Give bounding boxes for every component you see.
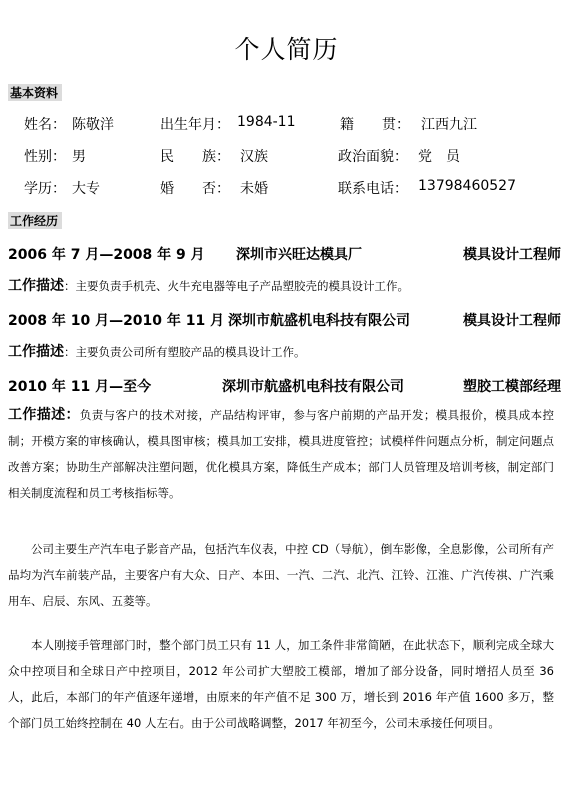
- political-label: 政治面貌：: [338, 149, 408, 165]
- education-label: 学历：: [24, 181, 66, 197]
- name-value: 陈敬洋: [72, 117, 114, 133]
- job-description-label: 工作描述: [8, 344, 64, 360]
- job-header-2: [8, 310, 561, 330]
- phone-value: 13798460527: [418, 178, 516, 194]
- paragraph-achievements: 本人刚接手管理部门时，整个部门员工只有 11 人，加工条件非常简陋，在此状态下，顺利完成全球大众中控项目和全球日产中控项目，2012 年公司扩大塑胶工模部，增加了部分设备，同时增招人员至 36 人，此后，本部门的年产值逐年递增，由原来的年产值不足 300 万，增长到 2016 年产值 1600 多万，整个部门员工始终控制在 40 人左右。由于公司战略调整，2017 年初至今，公司未承接任何项目。: [8, 638, 554, 730]
- info-row-3: [0, 178, 573, 198]
- birth-value: 1984-11: [237, 114, 296, 130]
- job-description-3: [8, 402, 554, 506]
- job-role: 塑胶工模部经理: [463, 379, 561, 395]
- job-description-text: ：主要负责公司所有塑胶产品的模具设计工作。: [64, 345, 306, 359]
- job-period: 2010 年 11 月—至今: [8, 379, 152, 395]
- job-description-text: 负责与客户的技术对接，产品结构评审，参与客户前期的产品开发；模具报价，模具成本控制；开模方案的审核确认，模具图审核；模具加工安排，模具进度管控；试模样件问题点分析，制定问题点改善方案；协助生产部解决注塑问题，优化模具方案，降低生产成本；部门人员管理及培训考核，制定部门相关制度流程和员工考核指标等。: [8, 408, 555, 500]
- info-row-2: [0, 146, 573, 166]
- job-description-2: [8, 344, 554, 360]
- ethnic-label: 民 族：: [160, 149, 230, 165]
- job-description-1: [8, 278, 554, 294]
- name-label: 姓名：: [24, 117, 66, 133]
- ethnic-value: 汉族: [240, 149, 268, 165]
- education-value: 大专: [72, 181, 100, 197]
- job-description-text: ：主要负责手机壳、火牛充电器等电子产品塑胶壳的模具设计工作。: [64, 279, 409, 293]
- gender-label: 性别：: [24, 149, 66, 165]
- job-description-label: 工作描述: [8, 278, 64, 294]
- job-header-3: [8, 376, 561, 396]
- marital-label: 婚 否：: [160, 181, 230, 197]
- job-role: 模具设计工程师: [463, 247, 561, 263]
- job-role: 模具设计工程师: [463, 313, 561, 329]
- job-period: 2008 年 10 月—2010 年 11 月: [8, 313, 225, 329]
- section-heading-basic: 基本资料: [8, 84, 62, 101]
- page-title: 个人简历: [234, 35, 339, 64]
- job-description-label: 工作描述：: [8, 407, 80, 423]
- native-label: 籍 贯：: [340, 117, 410, 133]
- paragraph-company-products: 公司主要生产汽车电子影音产品，包括汽车仪表，中控 CD（导航），倒车影像，全息影像，公司所有产品均为汽车前装产品，主要客户有大众、日产、本田、一汽、二汽、北汽、江铃、江淮、广汽传祺、广汽乘用车、启辰、东风、五菱等。: [8, 542, 554, 608]
- native-value: 江西九江: [421, 117, 477, 133]
- job-company: 深圳市兴旺达模具厂: [236, 247, 362, 263]
- job-header-1: [8, 244, 561, 264]
- marital-value: 未婚: [240, 181, 268, 197]
- section-heading-work: 工作经历: [8, 212, 62, 229]
- job-period: 2006 年 7 月—2008 年 9 月: [8, 247, 205, 263]
- gender-value: 男: [72, 149, 86, 165]
- political-value: 党 员: [418, 149, 460, 165]
- job-company: 深圳市航盛机电科技有限公司: [228, 313, 410, 329]
- birth-label: 出生年月：: [160, 117, 230, 133]
- job-company: 深圳市航盛机电科技有限公司: [222, 379, 404, 395]
- info-row-1: [0, 114, 573, 134]
- phone-label: 联系电话：: [338, 181, 408, 197]
